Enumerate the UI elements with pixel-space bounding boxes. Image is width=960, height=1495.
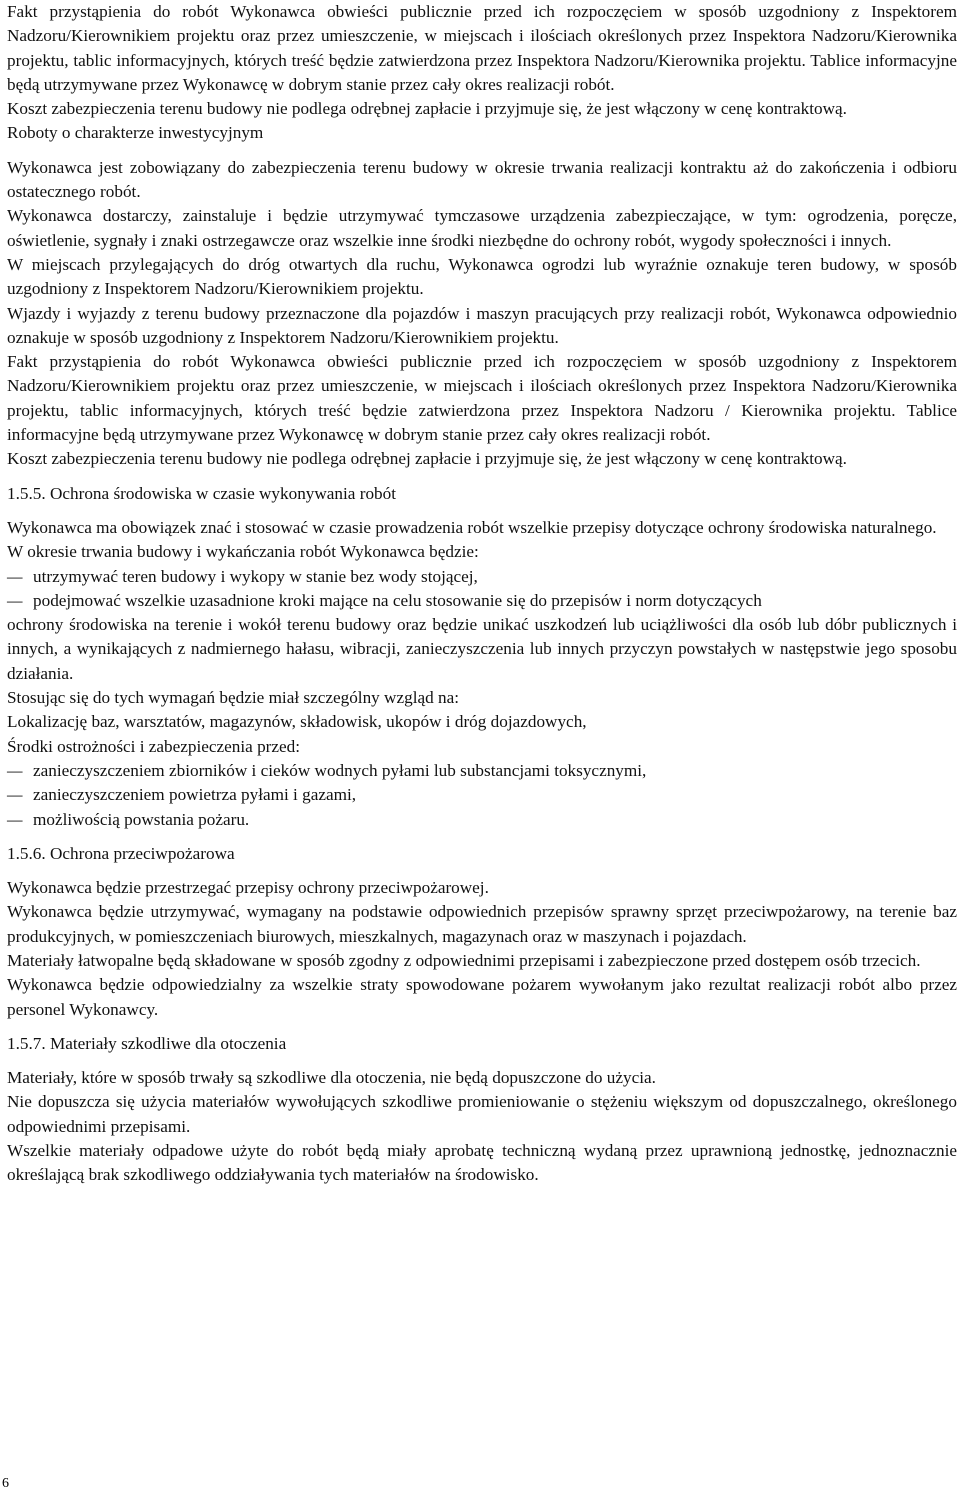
dash-bullet	[7, 759, 33, 783]
section-heading-155: 1.5.5. Ochrona środowiska w czasie wykonywania robót	[7, 483, 397, 503]
paragraph: Wykonawca jest zobowiązany do zabezpieczenia terenu budowy w okresie trwania realizacji kontraktu aż do zakończenia i odbioru ostatecznego robót.	[7, 157, 957, 202]
dash-bullet	[7, 808, 33, 832]
paragraph: Fakt przystąpienia do robót Wykonawca obwieści publicznie przed ich rozpoczęciem w sposób uzgodniony z Inspektorem Nadzoru/Kierownikiem projektu oraz przez umieszczenie, w miejscach i ilościach określonych przez Inspektora Nadzoru/Kierownika projektu, tablic informacyjnych, których treść będzie zatwierdzona przez Inspektora Nadzoru / Kierownika projektu. Tablice informacyjne będą utrzymywane przez Wykonawcę w dobrym stanie przez cały okres realizacji robót.	[7, 352, 957, 445]
list-item-text: możliwością powstania pożaru.	[33, 809, 250, 829]
list-item-text: podejmować wszelkie uzasadnione kroki mające na celu stosowanie się do przepisów i norm dotyczących	[33, 590, 762, 610]
list-item-continuation: ochrony środowiska na terenie i wokół terenu budowy oraz będzie unikać uszkodzeń lub uciążliwości dla osób lub dóbr publicznych i innych, a wynikających z nadmiernego hałasu, wibracji, zanieczyszczenia lub innych przyczyn powstałych w następstwie jego sposobu działania.	[7, 615, 957, 683]
paragraph: W okresie trwania budowy i wykańczania robót Wykonawca będzie:	[7, 542, 479, 562]
section-heading-157: 1.5.7. Materiały szkodliwe dla otoczenia	[7, 1033, 287, 1053]
dash-bullet	[7, 565, 33, 589]
paragraph: Materiały łatwopalne będą składowane w sposób zgodny z odpowiednimi przepisami i zabezpieczone przed dostępem osób trzecich.	[7, 950, 921, 970]
spacer	[7, 1056, 957, 1066]
list-item-text: zanieczyszczeniem zbiorników i cieków wodnych pyłami lub substancjami toksycznymi,	[33, 760, 647, 780]
dash-bullet	[7, 589, 33, 613]
list-item	[7, 589, 957, 613]
paragraph: Fakt przystąpienia do robót Wykonawca obwieści publicznie przed ich rozpoczęciem w sposób uzgodniony z Inspektorem Nadzoru/Kierownikiem projektu oraz przez umieszczenie, w miejscach i ilościach określonych przez Inspektora Nadzoru/Kierownika projektu, tablic informacyjnych, których treść będzie zatwierdzona przez Inspektora Nadzoru/Kierownika projektu. Tablice informacyjne będą utrzymywane przez Wykonawcę w dobrym stanie przez cały okres realizacji robót.	[7, 2, 957, 94]
paragraph: Wykonawca będzie utrzymywać, wymagany na podstawie odpowiednich przepisów sprawny sprzęt przeciwpożarowy, na terenie baz produkcyjnych, w pomieszczeniach biurowych, mieszkalnych, magazynach oraz w maszynach i pojazdach.	[7, 902, 957, 946]
paragraph: Środki ostrożności i zabezpieczenia przed:	[7, 736, 301, 756]
section-157-body	[7, 1066, 957, 1187]
spacer	[7, 146, 957, 156]
list-item-text: zanieczyszczeniem powietrza pyłami i gazami,	[33, 785, 357, 805]
paragraph: Koszt zabezpieczenia terenu budowy nie podlega odrębnej zapłacie i przyjmuje się, że jest włączony w cenę kontraktową.	[7, 99, 847, 119]
spacer	[7, 506, 957, 516]
paragraph: Nie dopuszcza się użycia materiałów wywołujących szkodliwe promieniowanie o stężeniu większym od dopuszczalnego, określonego odpowiednimi przepisami.	[7, 1092, 957, 1136]
paragraph: Koszt zabezpieczenia terenu budowy nie podlega odrębnej zapłacie i przyjmuje się, że jest włączony w cenę kontraktową.	[7, 449, 847, 469]
subheading-roboty: Roboty o charakterze inwestycyjnym	[7, 123, 264, 143]
list-item	[7, 565, 957, 589]
paragraph: Materiały, które w sposób trwały są szkodliwe dla otoczenia, nie będą dopuszczone do użycia.	[7, 1068, 656, 1088]
paragraph: Wykonawca będzie odpowiedzialny za wszelkie straty spowodowane pożarem wywołanym jako rezultat realizacji robót albo przez personel Wykonawcy.	[7, 975, 957, 1019]
roboty-block	[7, 156, 957, 472]
paragraph: Wykonawca dostarczy, zainstaluje i będzie utrzymywać tymczasowe urządzenia zabezpieczające, w tym: ogrodzenia, poręcze, oświetlenie, sygnały i znaki ostrzegawcze oraz wszelkie inne środki niezbędne do ochrony robót, wygody społeczności i innych.	[7, 206, 957, 250]
section-heading-156: 1.5.6. Ochrona przeciwpożarowa	[7, 843, 235, 863]
list-item-text: utrzymywać teren budowy i wykopy w stanie bez wody stojącej,	[33, 566, 478, 586]
paragraph: Wykonawca będzie przestrzegać przepisy ochrony przeciwpożarowej.	[7, 878, 489, 898]
paragraph: Lokalizację baz, warsztatów, magazynów, składowisk, ukopów i dróg dojazdowych,	[7, 712, 587, 732]
paragraph: Stosując się do tych wymagań będzie miał szczególny wzgląd na:	[7, 688, 459, 708]
list-item	[7, 759, 957, 783]
paragraph: Wykonawca ma obowiązek znać i stosować w czasie prowadzenia robót wszelkie przepisy dotyczące ochrony środowiska naturalnego.	[7, 517, 937, 537]
paragraph: Wjazdy i wyjazdy z terenu budowy przeznaczone dla pojazdów i maszyn pracujących przy realizacji robót, Wykonawca odpowiednio oznakuje w sposób uzgodniony z Inspektorem Nadzoru/Kierownikiem projektu.	[7, 303, 957, 347]
list-item	[7, 783, 957, 807]
paragraph: W miejscach przylegających do dróg otwartych dla ruchu, Wykonawca ogrodzi lub wyraźnie oznakuje teren budowy, w sposób uzgodniony z Inspektorem Nadzoru/Kierownikiem projektu.	[7, 254, 957, 299]
document-page	[7, 0, 957, 1495]
spacer	[7, 832, 957, 842]
spacer	[7, 866, 957, 876]
section-155-body	[7, 516, 957, 832]
spacer	[7, 1022, 957, 1032]
intro-block	[7, 0, 957, 121]
section-156-body	[7, 876, 957, 1022]
page-number: 6	[2, 1476, 9, 1491]
paragraph: Wszelkie materiały odpadowe użyte do robót będą miały aprobatę techniczną wydaną przez uprawnioną jednostkę, jednoznacznie określającą brak szkodliwego oddziaływania tych materiałów na środowisko.	[7, 1141, 957, 1185]
dash-bullet	[7, 783, 33, 807]
spacer	[7, 472, 957, 482]
list-item	[7, 808, 957, 832]
